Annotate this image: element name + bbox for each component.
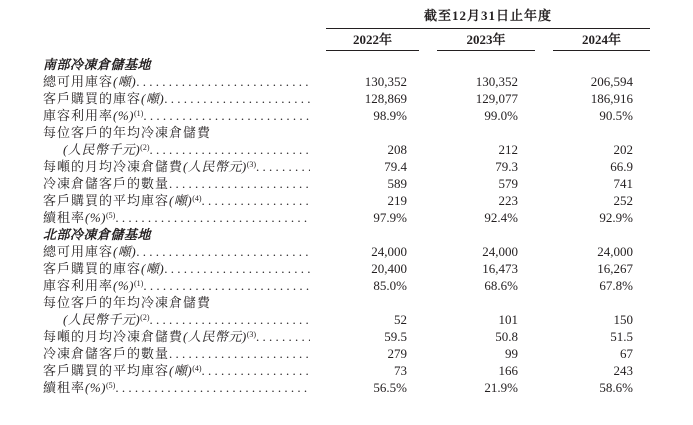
- table-row-label-line: [43, 294, 650, 311]
- cell-value-2022: 130,352: [364, 74, 407, 89]
- cell-value-2024: 243: [613, 363, 633, 378]
- row-unit: (%): [113, 278, 135, 293]
- table-body: [43, 56, 650, 396]
- leader-dots: [164, 90, 310, 107]
- cell-value-2024: 16,267: [597, 261, 633, 276]
- cell-value-2022: 85.0%: [373, 278, 407, 293]
- table-row: [43, 362, 650, 379]
- cell-value-2022: 219: [387, 193, 407, 208]
- row-unit: (噸): [113, 74, 137, 89]
- row-label: 客戶購買的平均庫容 (噸) $^{(4)}$ . . .: [43, 362, 326, 379]
- cell-value-2023: 50.8: [495, 329, 518, 344]
- row-unit: (人民幣千元): [63, 142, 141, 157]
- cell-value-2024: 58.6%: [599, 380, 633, 395]
- cell-value-2023: 99: [505, 346, 518, 361]
- financial-data-table: [43, 8, 650, 396]
- row-label: 冷凍倉儲客戶的數量 . . .: [43, 345, 326, 362]
- row-label: 每位客戶的年均冷凍倉儲費: [43, 125, 212, 140]
- leader-dots: [115, 379, 310, 396]
- row-unit: (噸): [169, 193, 193, 208]
- section-header-south: [43, 56, 650, 73]
- cell-value-2023: 16,473: [482, 261, 518, 276]
- leader-dots: [136, 243, 310, 260]
- cell-value-2023: 68.6%: [484, 278, 518, 293]
- row-label: 冷凍倉儲客戶的數量 . . .: [43, 175, 326, 192]
- cell-value-2024: 186,916: [590, 91, 633, 106]
- cell-value-2023: 92.4%: [484, 210, 518, 225]
- cell-value-2023: 212: [498, 142, 518, 157]
- year-column-header-2023: 2023年: [437, 31, 535, 51]
- row-label: 庫容利用率 (%) $^{(1)}$ . . .: [43, 277, 326, 294]
- row-label: 每噸的月均冷凍倉儲費 (人民幣元) $^{(3)}$ . . .: [43, 158, 326, 175]
- year-column-header-2024: 2024年: [553, 31, 650, 51]
- row-label: 每噸的月均冷凍倉儲費 (人民幣元) $^{(3)}$ . . .: [43, 328, 326, 345]
- cell-value-2022: 98.9%: [373, 108, 407, 123]
- row-unit: (人民幣千元): [63, 312, 141, 327]
- cell-value-2023: 99.0%: [484, 108, 518, 123]
- leader-dots: [150, 311, 311, 328]
- table-row: [43, 209, 650, 226]
- cell-value-2022: 56.5%: [373, 380, 407, 395]
- cell-value-2023: 223: [498, 193, 518, 208]
- section-header-north: [43, 226, 650, 243]
- cell-value-2023: 79.3: [495, 159, 518, 174]
- row-unit: (噸): [141, 261, 165, 276]
- row-label: 客戶購買的平均庫容 (噸) $^{(4)}$ . . .: [43, 192, 326, 209]
- cell-value-2022: 20,400: [371, 261, 407, 276]
- row-label: 總可用庫容 (噸) . . .: [43, 243, 326, 260]
- cell-value-2022: 279: [387, 346, 407, 361]
- leader-dots: [150, 141, 311, 158]
- cell-value-2022: 208: [387, 142, 407, 157]
- cell-value-2024: 206,594: [590, 74, 633, 89]
- table-row: [43, 73, 650, 90]
- row-label-continuation: (人民幣千元) $^{(2)}$ . . .: [63, 141, 326, 158]
- cell-value-2024: 24,000: [597, 244, 633, 259]
- cell-value-2022: 589: [387, 176, 407, 191]
- leader-dots: [202, 192, 310, 209]
- row-label: 續租率 (%) $^{(5)}$ . . .: [43, 379, 326, 396]
- table-row: [43, 328, 650, 345]
- table-row-label-line: [43, 124, 650, 141]
- cell-value-2023: 21.9%: [484, 380, 518, 395]
- cell-value-2022: 52: [394, 312, 407, 327]
- row-label: 客戶購買的庫容 (噸) . . .: [43, 90, 326, 107]
- row-unit: (噸): [113, 244, 137, 259]
- cell-value-2024: 66.9: [610, 159, 633, 174]
- cell-value-2023: 166: [498, 363, 518, 378]
- section-title: 北部冷凍倉儲基地: [43, 227, 152, 242]
- table-row: [43, 243, 650, 260]
- table-row: [43, 379, 650, 396]
- row-unit: (%): [85, 380, 107, 395]
- leader-dots: [115, 209, 310, 226]
- cell-value-2023: 579: [498, 176, 518, 191]
- cell-value-2024: 92.9%: [599, 210, 633, 225]
- row-unit: (%): [113, 108, 135, 123]
- cell-value-2022: 79.4: [384, 159, 407, 174]
- leader-dots: [169, 175, 310, 192]
- table-row: [43, 141, 650, 158]
- section-title: 南部冷凍倉儲基地: [43, 57, 152, 72]
- row-unit: (%): [85, 210, 107, 225]
- leader-dots: [256, 328, 310, 345]
- cell-value-2024: 67: [620, 346, 633, 361]
- cell-value-2022: 73: [394, 363, 407, 378]
- cell-value-2024: 150: [613, 312, 633, 327]
- row-unit: (噸): [141, 91, 165, 106]
- table-row: [43, 192, 650, 209]
- leader-dots: [136, 73, 310, 90]
- table-row: [43, 277, 650, 294]
- row-label: 客戶購買的庫容 (噸) . . .: [43, 260, 326, 277]
- row-unit: (人民幣元): [183, 329, 247, 344]
- year-header-row: [43, 31, 650, 51]
- cell-value-2024: 67.8%: [599, 278, 633, 293]
- leader-dots: [143, 107, 310, 124]
- row-unit: (人民幣元): [183, 159, 247, 174]
- row-label-continuation: (人民幣千元) $^{(2)}$ . . .: [63, 311, 326, 328]
- cell-value-2023: 129,077: [475, 91, 518, 106]
- cell-value-2024: 252: [613, 193, 633, 208]
- leader-dots: [169, 345, 310, 362]
- leader-dots: [143, 277, 310, 294]
- row-label: 續租率 (%) $^{(5)}$ . . .: [43, 209, 326, 226]
- cell-value-2024: 90.5%: [599, 108, 633, 123]
- year-column-header-2022: 2022年: [326, 31, 419, 51]
- cell-value-2023: 130,352: [475, 74, 518, 89]
- cell-value-2024: 51.5: [610, 329, 633, 344]
- cell-value-2023: 24,000: [482, 244, 518, 259]
- cell-value-2024: 741: [613, 176, 633, 191]
- cell-value-2022: 97.9%: [373, 210, 407, 225]
- period-header: 截至12月31日止年度: [326, 8, 650, 29]
- row-label: 庫容利用率 (%) $^{(1)}$ . . .: [43, 107, 326, 124]
- table-row: [43, 345, 650, 362]
- leader-dots: [202, 362, 310, 379]
- period-header-row: [43, 8, 650, 29]
- row-unit: (噸): [169, 363, 193, 378]
- table-row: [43, 260, 650, 277]
- table-row: [43, 175, 650, 192]
- leader-dots: [164, 260, 310, 277]
- cell-value-2024: 202: [613, 142, 633, 157]
- cell-value-2022: 59.5: [384, 329, 407, 344]
- cell-value-2023: 101: [498, 312, 518, 327]
- cell-value-2022: 128,869: [364, 91, 407, 106]
- table-row: [43, 158, 650, 175]
- cell-value-2022: 24,000: [371, 244, 407, 259]
- row-label: 總可用庫容 (噸) . . .: [43, 73, 326, 90]
- leader-dots: [256, 158, 310, 175]
- table-row: [43, 90, 650, 107]
- row-label: 每位客戶的年均冷凍倉儲費: [43, 295, 212, 310]
- table-row: [43, 311, 650, 328]
- table-row: [43, 107, 650, 124]
